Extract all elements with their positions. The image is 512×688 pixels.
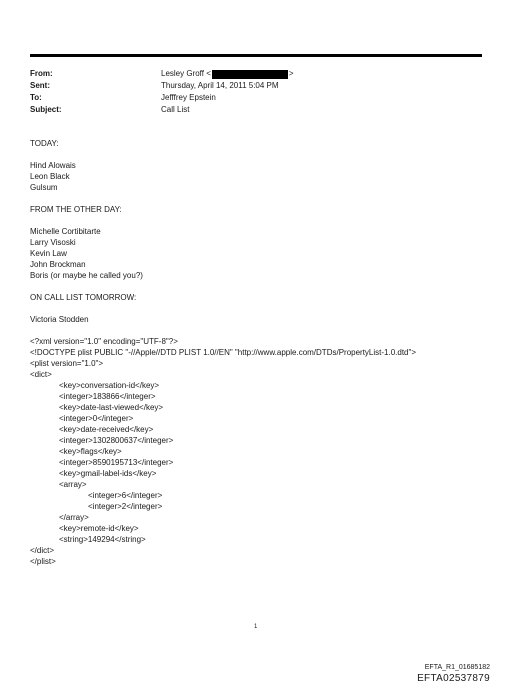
xml-line: <key>date-received</key> <box>59 425 154 434</box>
xml-line: <key>gmail-label-ids</key> <box>59 469 157 478</box>
from-tail: > <box>288 69 294 78</box>
list-item: Michelle Cortibitarte <box>30 227 101 236</box>
from-name: Lesley Groff < <box>161 69 211 78</box>
sent-row <box>30 80 480 92</box>
tomorrow-heading: ON CALL LIST TOMORROW: <box>30 293 137 302</box>
list-item: Hind Alowais <box>30 161 76 170</box>
list-item: John Brockman <box>30 260 86 269</box>
page-number: 1 <box>254 624 258 630</box>
xml-plist-close: </plist> <box>30 557 56 566</box>
xml-line: <integer>183866</integer> <box>59 392 156 401</box>
email-body <box>30 138 490 567</box>
xml-line: <integer>6</integer> <box>88 491 163 500</box>
list-item: Kevin Law <box>30 249 67 258</box>
to-value: Jefffrey Epstein <box>161 93 216 102</box>
subject-value: Call List <box>161 105 190 114</box>
sent-value: Thursday, April 14, 2011 5:04 PM <box>161 81 279 90</box>
xml-dict-close: </dict> <box>30 546 55 555</box>
list-item: Larry Visoski <box>30 238 76 247</box>
sent-label: Sent: <box>30 81 50 90</box>
list-item: Leon Black <box>30 172 70 181</box>
to-row <box>30 92 480 104</box>
document-id-secondary: EFTA02537879 <box>417 673 490 684</box>
xml-line: <key>date-last-viewed</key> <box>59 403 164 412</box>
from-row <box>30 68 480 80</box>
xml-line: <integer>0</integer> <box>59 414 134 423</box>
xml-declaration: <?xml version="1.0" encoding="UTF-8"?> <box>30 337 178 346</box>
xml-line: <integer>8590195713</integer> <box>59 458 174 467</box>
xml-line: <integer>1302800637</integer> <box>59 436 174 445</box>
xml-line: <integer>2</integer> <box>88 502 163 511</box>
xml-line: <key>remote-id</key> <box>59 524 139 533</box>
list-item: Gulsum <box>30 183 58 192</box>
email-header <box>30 68 480 116</box>
xml-line: </array> <box>59 513 89 522</box>
redaction-bar <box>212 70 288 79</box>
xml-doctype: <!DOCTYPE plist PUBLIC "-//Apple//DTD PLIST 1.0//EN" "http://www.apple.com/DTDs/PropertyList-1.0.dtd"> <box>30 348 417 357</box>
xml-line: <string>149294</string> <box>59 535 146 544</box>
xml-plist <box>30 336 490 567</box>
xml-dict-open: <dict> <box>30 370 52 379</box>
header-rule <box>30 54 482 57</box>
from-label: From: <box>30 69 53 78</box>
subject-row <box>30 104 480 116</box>
xml-line: <array> <box>59 480 87 489</box>
xml-line: <key>flags</key> <box>59 447 122 456</box>
today-heading: TODAY: <box>30 139 59 148</box>
xml-plist-open: <plist version="1.0"> <box>30 359 104 368</box>
list-item: Boris (or maybe he called you?) <box>30 271 143 280</box>
to-label: To: <box>30 93 42 102</box>
list-item: Victoria Stodden <box>30 315 89 324</box>
xml-line: <key>conversation-id</key> <box>59 381 160 390</box>
document-id-primary: EFTA_R1_01685182 <box>424 664 490 671</box>
subject-label: Subject: <box>30 105 62 114</box>
from-value <box>161 68 294 80</box>
other-day-heading: FROM THE OTHER DAY: <box>30 205 122 214</box>
